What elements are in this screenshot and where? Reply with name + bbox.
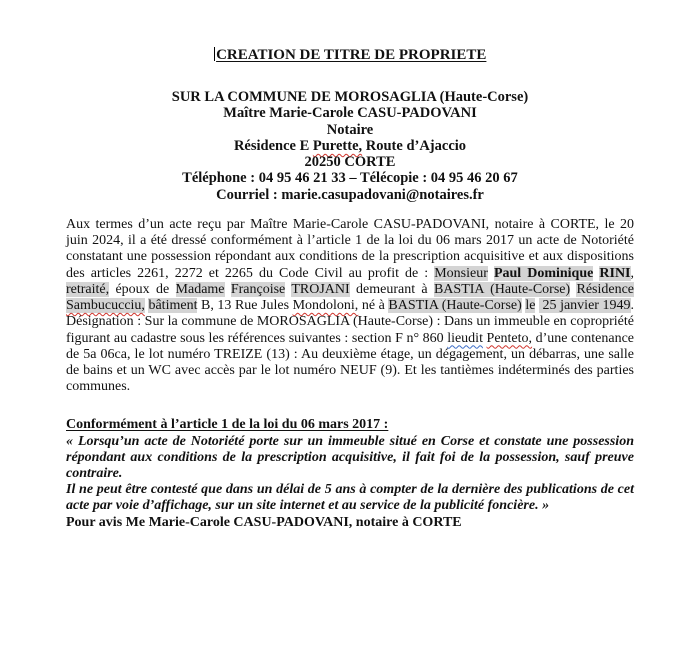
text-run: B, 13 Rue Jules <box>197 298 293 314</box>
text-run: Conformément à l’article 1 de la loi du 06 mars 2017 : <box>66 417 389 433</box>
text-run: Madame <box>175 281 225 297</box>
legal-article-section <box>66 417 634 530</box>
signature-line <box>66 515 634 531</box>
header-line-notaire <box>66 122 634 138</box>
text-cursor-caret <box>214 47 216 61</box>
title-text: CREATION DE TITRE DE PROPRIETE <box>216 47 487 63</box>
text-run: bâtiment <box>148 298 198 314</box>
text-run: Aux termes d’un acte reçu par Maître Marie-Carole CASU-PADOVANI, notaire à CORTE, le 20 juin 2024, il a été dressé conformément à l’article 1 de la loi du 06 mars 2017 un acte de Notoriété constatant une possession répondant aux conditions de la prescription acquisitive et aux dispositions des articles 2261, 2272 et 2265 du Code Civil au profit de : <box>66 217 634 281</box>
text-run: Paul Dominique <box>493 265 594 281</box>
header-line-phone <box>66 170 634 186</box>
text-run: Penteto, <box>486 330 533 346</box>
text-run: retraité, <box>66 281 110 297</box>
text-run: Purette, <box>312 137 363 154</box>
text-run: Maître Marie-Carole CASU-PADOVANI <box>223 105 477 122</box>
text-run: Sambucucciu, <box>66 298 145 314</box>
text-run: BASTIA (Haute-Corse) <box>433 281 571 297</box>
text-run: Il ne peut être contesté que dans un délai de 5 ans à compter de la dernière des publications de cet acte par voie d’affichage, sur un site internet et au service de la publicité foncière. » <box>66 482 634 514</box>
section-heading <box>66 417 634 433</box>
document-title-text <box>216 47 486 63</box>
header-line-address <box>66 138 634 154</box>
text-run: lieudit <box>447 330 483 346</box>
text-run: Résidence E <box>233 137 313 154</box>
notary-header-block <box>66 89 634 203</box>
text-run: Monsieur <box>434 265 488 281</box>
text-run: SUR LA COMMUNE DE MOROSAGLIA (Haute-Corse) <box>171 89 529 105</box>
text-run: Françoise <box>230 281 286 297</box>
header-line-city <box>66 154 634 170</box>
quote-paragraph-1 <box>66 434 634 483</box>
text-run: époux de <box>109 281 176 297</box>
header-line-email <box>66 187 634 203</box>
text-run: le <box>525 298 536 314</box>
quote-paragraph-2 <box>66 482 634 514</box>
text-run: Route d’Ajaccio <box>362 137 467 154</box>
text-run: BASTIA (Haute-Corse) <box>388 298 522 314</box>
text-run: TROJANI <box>291 281 350 297</box>
text-run: Résidence <box>576 281 635 297</box>
text-run: . Désignation : Sur la commune de MOROSAGLIA (Haute-Corse) : Dans un immeuble en copropriété figurant au cadastre sous les références suivantes : section F n° 860 <box>66 298 634 346</box>
text-run: Pour avis Me Marie-Carole CASU-PADOVANI, notaire à CORTE <box>66 514 462 530</box>
deed-body-paragraph <box>66 217 634 395</box>
text-run: 25 janvier 1949 <box>538 298 631 314</box>
text-run: d’une contenance de 5a 06ca, le lot numéro TREIZE (13) : Au deuxième étage, un dégagement, un débarras, une salle de bains et un WC avec accès par le lot numéro NEUF (9). Et les tantièmes indéterminés des parties communes. <box>66 330 635 395</box>
text-run: RINI <box>599 265 631 281</box>
header-line-commune <box>66 89 634 105</box>
text-run <box>225 282 231 297</box>
text-run: Mondoloni, <box>292 298 359 314</box>
text-run: Courriel : marie.casupadovani@notaires.fr <box>216 186 484 203</box>
text-run: , <box>630 265 635 281</box>
text-run: 20250 CORTE <box>304 154 396 171</box>
header-line-notary-name <box>66 105 634 121</box>
text-run: né à <box>358 298 389 314</box>
text-run: demeurant à <box>349 281 434 297</box>
text-run: Notaire <box>326 121 374 138</box>
text-run: « Lorsqu’un acte de Notoriété porte sur un immeuble situé en Corse et constate une possession répondant aux conditions de la prescription acquisitive, il fait foi de la possession, sauf preuve contraire. <box>66 433 634 481</box>
document-title <box>66 47 634 64</box>
text-run: Téléphone : 04 95 46 21 33 – Télécopie : 04 95 46 20 67 <box>182 170 518 187</box>
